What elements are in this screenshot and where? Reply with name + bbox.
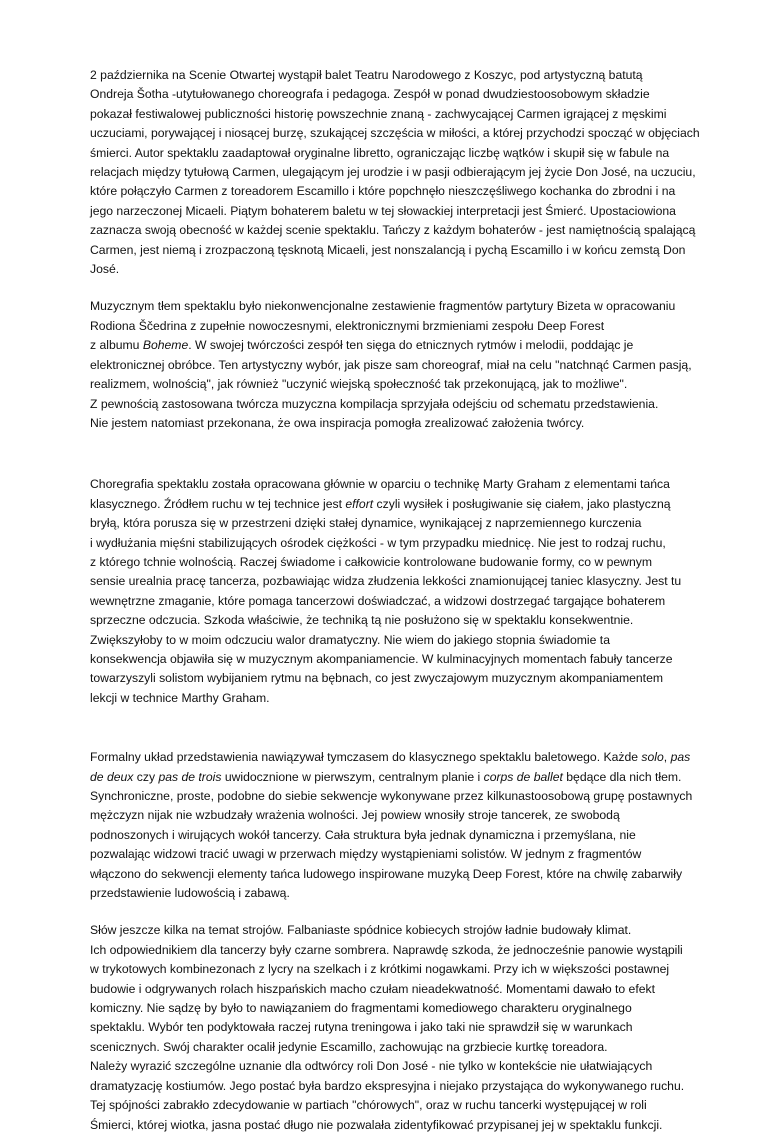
pas-de-deux-term: pas de deux [90, 750, 691, 784]
paragraph-2 [90, 297, 720, 433]
paragraph-4-comma: , [663, 750, 671, 765]
paragraph-4 [90, 748, 720, 903]
paragraph-2-text-a: Muzycznym tłem spektaklu było niekonwencjonalne zestawienie fragmentów partytury Bizeta w opracowaniu Rodiona Ščedrina z zupełnie nowoczesnymi, elektronicznymi brzmieniami zespołu Deep Forest z albumu [90, 299, 676, 353]
paragraph-3-text-a: Choregrafia spektaklu została opracowana głównie w oparciu o technikę Marty Graham z elementami tańca klasycznego. Źródłem ruchu w tej technice jest [90, 477, 670, 511]
paragraph-1-text: 2 października na Scenie Otwartej wystąpił balet Teatru Narodowego z Koszyc, pod artystyczną batutą Ondreja Šotha -utytułowanego choreografa i pedagoga. Zespół w ponad dwudziestoosobowym składzie pokazał festiwalowej publiczności historię powszechnie znaną - zachwycającej Carmen igrającej z męskimi uczuciami, porywającej i niosącej burzę, szukającej szczęścia w miłości, a której przychodzi spocząć w objęciach śmierci. Autor spektaklu zaadaptował oryginalne libretto, ograniczając liczbę wątków i skupił się w fabule na relacjach między tytułową Carmen, ulegającym jej urodzie i w pasji odbierającym jej życie Don José, na uczuciu, które połączyło Carmen z toreadorem Escamillo i które popchnęło nieszczęśliwego kochanka do zbrodni i na jego narzeczonej Micaeli. Piątym bohaterem baletu w tej słowackiej interpretacji jest Śmierć. Upostaciowiona zaznacza swoją obecność w każdej scenie spektaklu. Tańczy z każdym bohaterów - jest namiętnością spalającą Carmen, jest niemą i zrozpaczoną tęsknotą Micaeli, jest nonszalancją i pychą Escamillo i w końcu zemstą Don José. [90, 68, 700, 277]
paragraph-5-text: Słów jeszcze kilka na temat strojów. Falbaniaste spódnice kobiecych strojów ładnie budowały klimat. Ich odpowiednikiem dla tancerzy były czarne sombrera. Naprawdę szkoda, że jednocześnie panowie wystąpili w trykotowych kombinezonach z lycry na szelkach i z krótkimi nogawkami. Przy ich w większości postawnej budowie i odgrywanych rolach hiszpańskich macho czułam nieadekwatność. Momentami dawało to efekt komiczny. Nie sądzę by było to nawiązaniem do fragmentami komediowego charakteru oryginalnego spektaklu. Wybór ten podyktowała raczej rutyna treningowa i jako taki nie sprawdził się w warunkach scenicznych. Swój charakter ocalił jedynie Escamillo, zachowując na grzbiecie kurtkę toreadora. Należy wyrazić szczególne uznanie dla odtwórcy roli Don José - nie tylko w kontekście nie ułatwiających dramatyzację kostiumów. Jego postać była bardzo ekspresyjna i niejako przystająca do wykonywanego ruchu. Tej spójności zabrakło zdecydowanie w partiach "chórowych", oraz w ruchu tancerki występującej w roli Śmierci, której wiotka, jasna postać długo nie pozwalała zidentyfikować przypisanej jej w spektaklu funkcji. [90, 923, 685, 1132]
paragraph-2-text-b: . W swojej twórczości zespół ten sięga do etnicznych rytmów i melodii, poddając je elektronicznej obróbce. Ten artystyczny wybór, jak pisze sam choreograf, miał na celu "natchnąć Carmen pasją, realizmem, wolnością", jak również "uczynić wiejską społeczność tak przekonującą, jak to możliwe". Z pewnością zastosowana twórcza muzyczna kompilacja sprzyjała odejściu od schematu przedstawienia. Nie jestem natomiast przekonana, że owa inspiracja pomogła zrealizować założenia twórcy. [90, 338, 692, 430]
paragraph-4-text-c: będące dla nich tłem. Synchroniczne, proste, podobne do siebie sekwencje wykonywane przez kilkunastoosobową grupę postawnych mężczyzn nijak nie wzbudzały wrażenia wolności. Jej powiew wnosiły stroje tancerek, ze swobodą podnoszonych i wirujących wokół tancerzy. Cała struktura była jednak dynamiczna i przemyślana, nie pozwalając widzowi tracić uwagi w przerwach między wystąpieniami solistów. W jednym z fragmentów włączono do sekwencji elementy tańca ludowego inspirowane muzyką Deep Forest, które na chwilę zabarwiły przedstawienie ludowością i zabawą. [90, 769, 693, 901]
pas-de-trois-term: pas de trois [158, 769, 222, 784]
paragraph-1 [90, 66, 720, 279]
album-title: Boheme [142, 338, 189, 353]
solo-term: solo [641, 750, 664, 765]
corps-de-ballet-term: corps de ballet [483, 769, 563, 784]
paragraph-3 [90, 475, 720, 708]
paragraph-3-text-b: czyli wysiłek i posługiwanie się ciałem, jako plastyczną bryłą, która porusza się w przestrzeni dzięki stałej dynamice, wynikającej z naprzemiennego kurczenia i wydłużania mięśni stabilizujących ośrodek ciężkości - w tym przypadku miednicę. Nie jest to rodzaj ruchu, z którego tchnie wolnością. Raczej świadome i całkowicie kontrolowane budowanie formy, co w pewnym sensie urealnia pracę tancerza, pozbawiając widza złudzenia lekkości znamionującej taniec klasyczny. Jest tu wewnętrzne zmaganie, które pomaga tancerzowi doświadczać, a widzowi dostrzegać targające bohaterem sprzeczne odczucia. Szkoda właściwie, że techniką tą nie posłużono się w spektaklu konsekwentnie. Zwiększyłoby to w moim odczuciu walor dramatyczny. Nie wiem do jakiego stopnia świadomie ta konsekwencja objawiła się w muzycznym akompaniamencie. W kulminacyjnych momentach fabuły tancerze towarzyszyli solistom wybijaniem rytmu na bębnach, co jest zwyczajowym muzycznym akompaniamentem lekcji w technice Marthy Graham. [90, 496, 682, 705]
document-page [90, 66, 720, 1135]
effort-term: effort [345, 496, 374, 511]
paragraph-4-czy: czy [133, 769, 159, 784]
paragraph-4-text-b: uwidocznione w pierwszym, centralnym planie i [221, 769, 484, 784]
paragraph-4-text-a: Formalny układ przedstawienia nawiązywał tymczasem do klasycznego spektaklu baletowego. Każde [90, 750, 642, 765]
paragraph-5 [90, 921, 720, 1134]
